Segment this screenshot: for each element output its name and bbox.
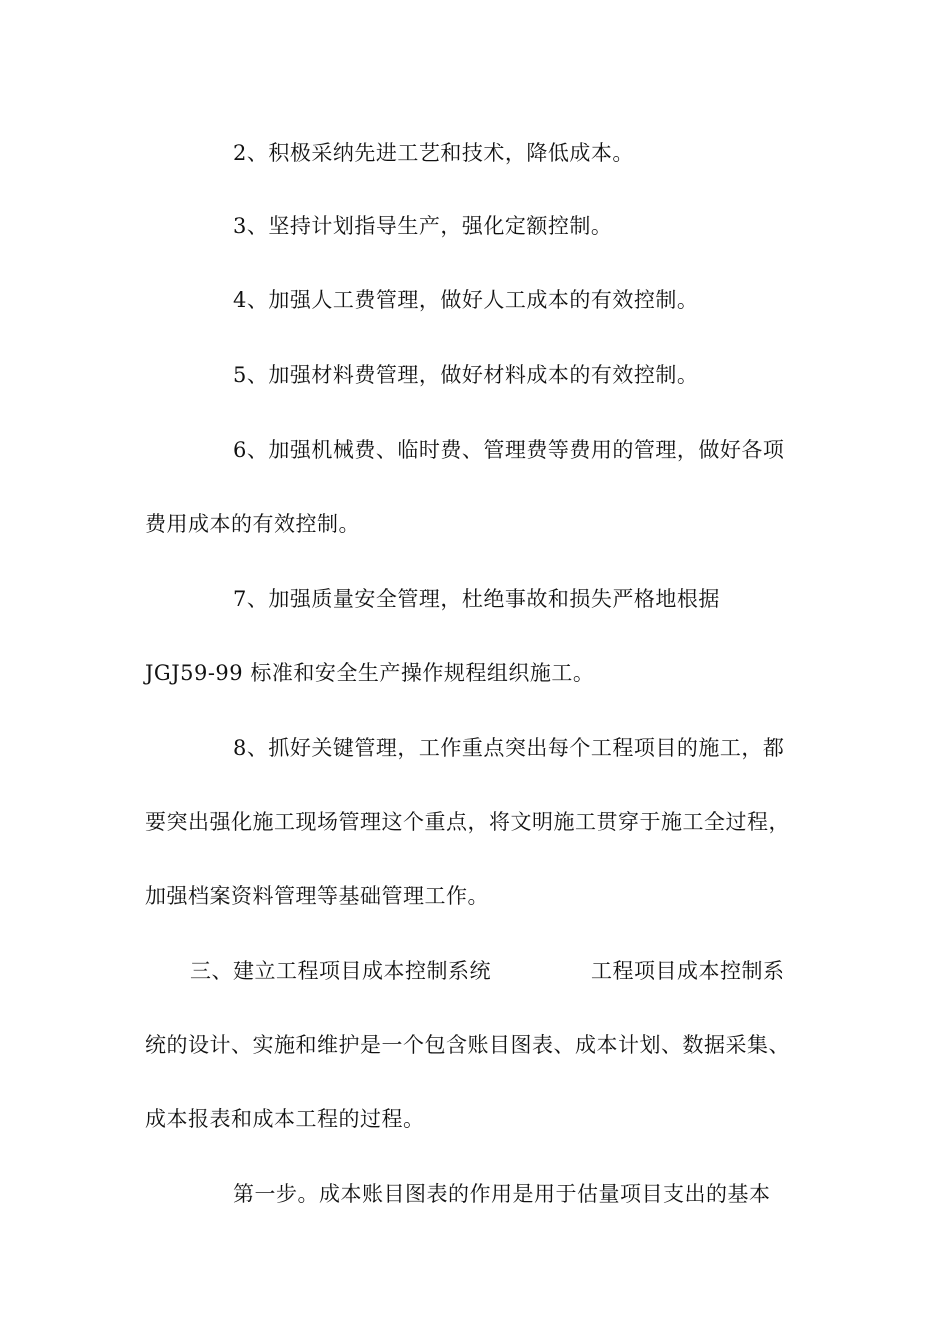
paragraph-item-2: 2、积极采纳先进工艺和技术，降低成本。 <box>233 141 634 165</box>
step-one-paragraph: 第一步。成本账目图表的作用是用于估量项目支出的基本 <box>233 1182 771 1206</box>
paragraph-item-8-cont-1: 要突出强化施工现场管理这个重点，将文明施工贯穿于施工全过程， <box>145 810 790 834</box>
section-intro-cont-1: 统的设计、实施和维护是一个包含账目图表、成本计划、数据采集、 <box>145 1033 790 1057</box>
paragraph-item-8: 8、抓好关键管理，工作重点突出每个工程项目的施工，都 <box>233 736 785 760</box>
section-intro-start: 工程项目成本控制系 <box>591 959 785 983</box>
paragraph-item-6-cont: 费用成本的有效控制。 <box>145 512 360 536</box>
section-intro-cont-2: 成本报表和成本工程的过程。 <box>145 1107 425 1131</box>
paragraph-item-8-cont-2: 加强档案资料管理等基础管理工作。 <box>145 884 489 908</box>
paragraph-item-6: 6、加强机械费、临时费、管理费等费用的管理，做好各项 <box>233 438 785 462</box>
paragraph-item-4: 4、加强人工费管理，做好人工成本的有效控制。 <box>233 288 699 312</box>
paragraph-item-5: 5、加强材料费管理，做好材料成本的有效控制。 <box>233 363 699 387</box>
paragraph-item-3: 3、坚持计划指导生产，强化定额控制。 <box>233 214 613 238</box>
paragraph-item-7: 7、加强质量安全管理，杜绝事故和损失严格地根据 <box>233 587 720 611</box>
section-heading: 三、建立工程项目成本控制系统 <box>190 959 491 983</box>
paragraph-item-7-cont: JGJ59-99 标准和安全生产操作规程组织施工。 <box>145 661 595 685</box>
